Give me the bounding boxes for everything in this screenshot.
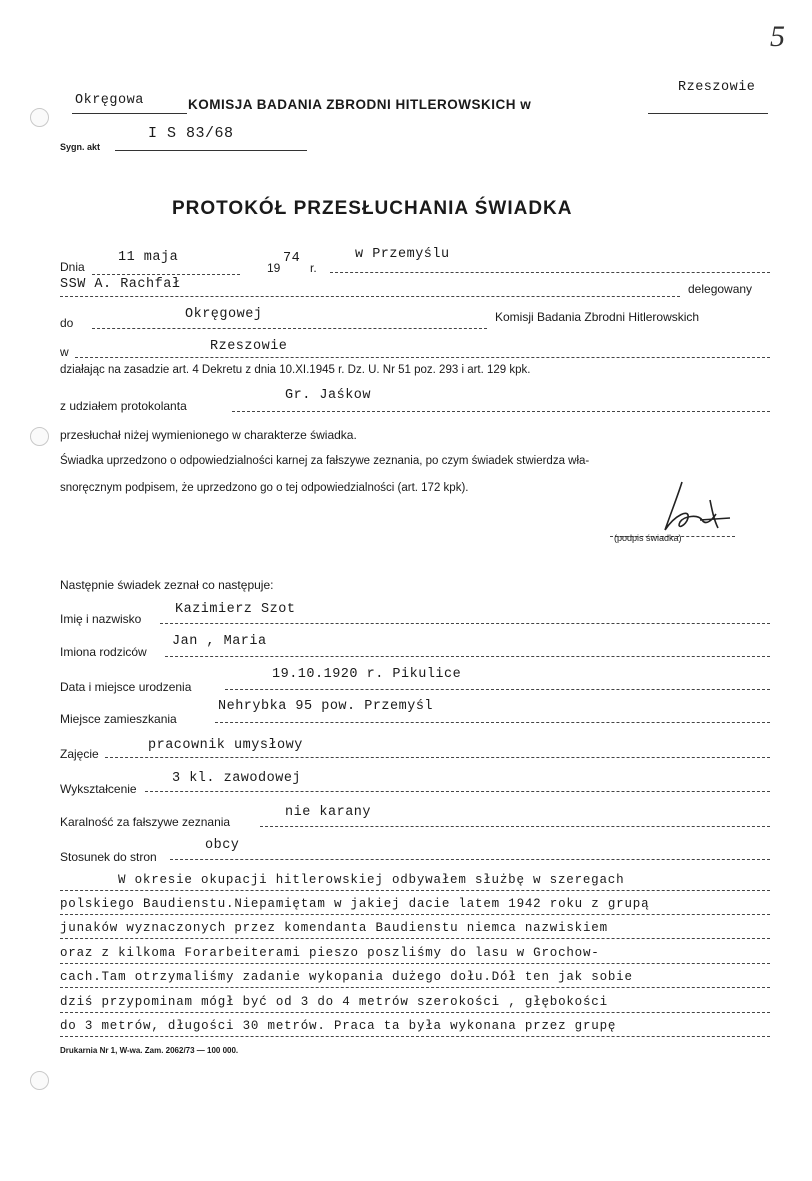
field-value-parents: Jan , Maria	[172, 634, 267, 649]
narrative-line: cach.Tam otrzymaliśmy zadanie wykopania dużego dołu.Dół ten jak sobie	[60, 970, 633, 984]
field-label-education: Wykształcenie	[60, 782, 137, 796]
field-line-criminal	[260, 826, 770, 827]
field-label-criminal: Karalność za fałszywe zeznania	[60, 815, 231, 829]
narrative-rule	[60, 890, 770, 891]
narrative-rule	[60, 1036, 770, 1037]
narrative-line: do 3 metrów, długości 30 metrów. Praca ta była wykonana przez grupę	[60, 1019, 617, 1033]
witness-intro: przesłuchał niżej wymienionego w charakterze świadka.	[60, 428, 357, 442]
warning-line-2: snoręcznym podpisem, że uprzedzono go o tej odpowiedzialności (art. 172 kpk).	[60, 482, 469, 494]
narrative-line: junaków wyznaczonych przez komendanta Baudienstu niemca nazwiskiem	[60, 921, 608, 935]
sygn-value: I S 83/68	[148, 125, 234, 142]
do-label: do	[60, 316, 74, 330]
official-name: SSW A. Rachfał	[60, 277, 181, 292]
punch-hole-top	[30, 108, 49, 127]
narrative-rule	[60, 914, 770, 915]
legal-basis: działając na zasadzie art. 4 Dekretu z dnia 10.XI.1945 r. Dz. U. Nr 51 poz. 293 i art. 129 kpk.	[60, 364, 531, 376]
field-label-occupation: Zajęcie	[60, 747, 99, 761]
komisji-label: Komisji Badania Zbrodni Hitlerowskich	[495, 310, 700, 324]
narrative-rule	[60, 963, 770, 964]
official-line	[60, 296, 680, 297]
field-line-occupation	[105, 757, 770, 758]
field-label-residence: Miejsce zamieszkania	[60, 712, 177, 726]
field-line-residence	[215, 722, 770, 723]
sygn-line	[115, 150, 307, 151]
protocolant-label: z udziałem protokolanta	[60, 399, 187, 413]
punch-hole-lower	[30, 1071, 49, 1090]
field-value-relation: obcy	[205, 838, 240, 853]
w-label: w	[60, 345, 69, 359]
dnia-label: Dnia	[60, 260, 85, 274]
field-value-name: Kazimierz Szot	[175, 602, 296, 617]
field-line-education	[145, 791, 770, 792]
w-value: Rzeszowie	[210, 339, 288, 354]
narrative-line: polskiego Baudienstu.Niepamiętam w jakiej dacie latem 1942 roku z grupą	[60, 897, 650, 911]
narrative-line: W okresie okupacji hitlerowskiej odbywałem służbę w szeregach	[118, 873, 625, 887]
narrative-line: dziś przypominam mógł być od 3 do 4 metrów szerokości , głębokości	[60, 995, 608, 1009]
header-commission: KOMISJA BADANIA ZBRODNI HITLEROWSKICH w	[188, 97, 532, 112]
header-city: Rzeszowie	[678, 80, 756, 95]
field-value-occupation: pracownik umysłowy	[148, 738, 303, 753]
okregowa-line	[72, 113, 187, 114]
warning-line-1: Świadka uprzedzono o odpowiedzialności karnej za fałszywe zeznania, po czym świadek stwierdza wła-	[60, 455, 590, 467]
narrative-line: oraz z kilkoma Forarbeiterami pieszo poszliśmy do lasu w Grochow-	[60, 946, 600, 960]
protocolant-line	[232, 411, 770, 412]
page-title: PROTOKÓŁ PRZESŁUCHANIA ŚWIADKA	[172, 198, 573, 219]
field-value-education: 3 kl. zawodowej	[172, 771, 302, 786]
sygn-label: Sygn. akt	[60, 142, 101, 152]
place-line	[330, 272, 770, 273]
city-line	[648, 113, 768, 114]
narrative-rule	[60, 987, 770, 988]
field-label-birth: Data i miejsce urodzenia	[60, 680, 192, 694]
narrative-rule	[60, 938, 770, 939]
year-prefix: 19	[267, 261, 281, 275]
field-line-relation	[170, 859, 770, 860]
do-value: Okręgowej	[185, 307, 263, 322]
field-label-relation: Stosunek do stron	[60, 850, 157, 864]
field-value-criminal: nie karany	[285, 805, 372, 820]
header-okregowa: Okręgowa	[75, 93, 144, 108]
dnia-value: 11 maja	[118, 250, 179, 265]
dnia-line	[92, 274, 240, 275]
printer-imprint: Drukarnia Nr 1, W-wa. Zam. 2062/73 — 100 000.	[60, 1046, 239, 1055]
witness-signature	[620, 480, 750, 540]
year-value: 74	[283, 251, 301, 266]
protocolant-value: Gr. Jaśkow	[285, 388, 372, 403]
field-value-residence: Nehrybka 95 pow. Przemyśl	[218, 699, 434, 714]
field-line-birth	[225, 689, 770, 690]
place-value: w Przemyślu	[355, 247, 450, 262]
delegowany-label: delegowany	[688, 282, 753, 296]
field-label-parents: Imiona rodziców	[60, 645, 147, 659]
field-line-parents	[165, 656, 770, 657]
narrative-rule	[60, 1012, 770, 1013]
then-label: Następnie świadek zeznał co następuje:	[60, 578, 274, 592]
page-number: 5	[770, 20, 785, 53]
punch-hole-middle	[30, 427, 49, 446]
field-line-name	[160, 623, 770, 624]
signature-caption: (podpis świadka)	[614, 533, 682, 543]
w-line	[75, 357, 770, 358]
field-value-birth: 19.10.1920 r. Pikulice	[272, 667, 462, 682]
year-r: r.	[310, 261, 317, 275]
field-label-name: Imię i nazwisko	[60, 612, 142, 626]
do-line	[92, 328, 487, 329]
